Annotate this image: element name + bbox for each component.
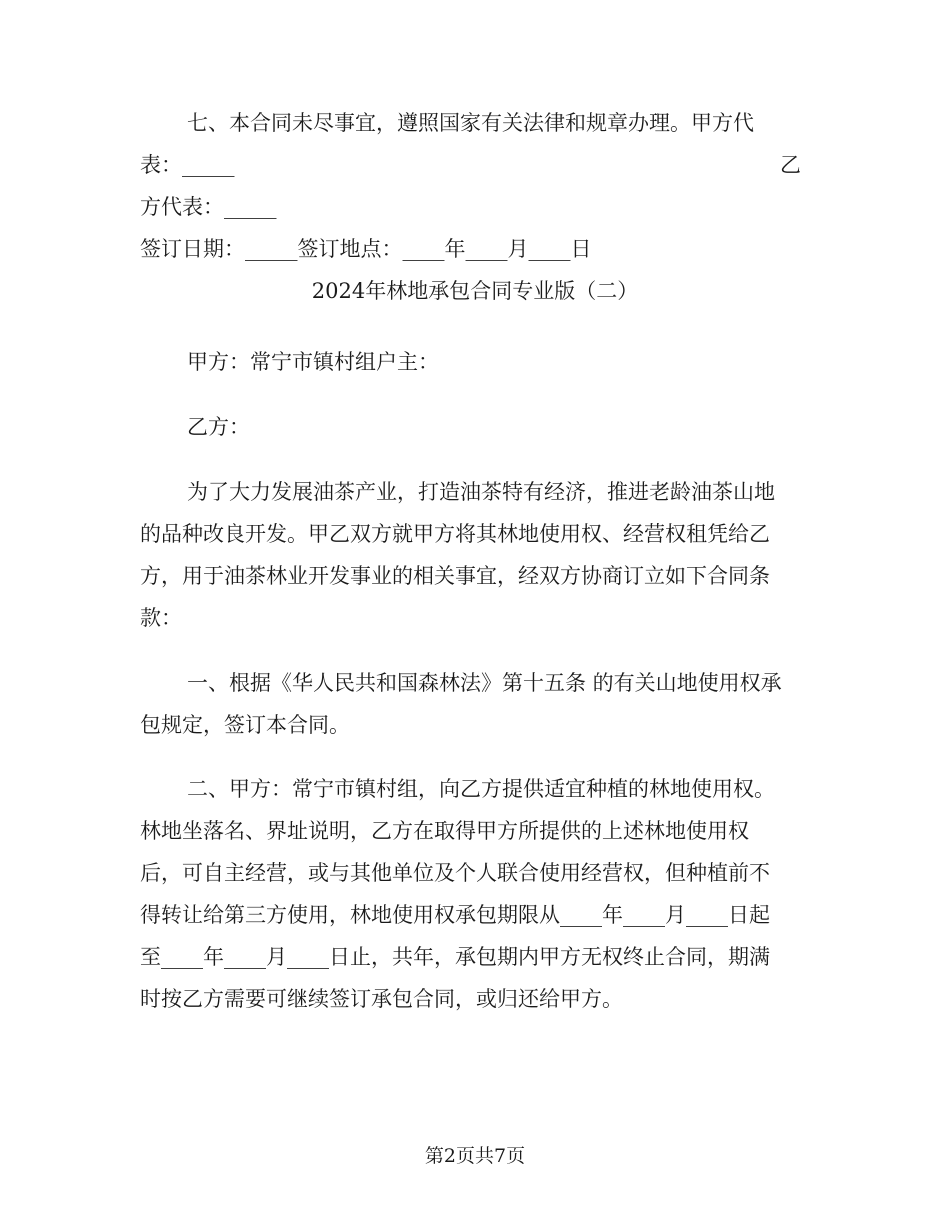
preamble-line: 方，用于油茶林业开发事业的相关事宜，经双方协商订立如下合同条: [140, 564, 770, 588]
party-b-line: 乙方：: [187, 415, 250, 439]
clause-two-line: 二、甲方：常宁市镇村组，向乙方提供适宜种植的林地使用权。: [187, 777, 775, 801]
clause-two-line: 林地坐落名、界址说明，乙方在取得甲方所提供的上述林地使用权: [140, 819, 749, 843]
preamble-line: 为了大力发展油茶产业，打造油茶特有经济，推进老龄油茶山地: [187, 480, 775, 504]
clause-seven-line-3: 方代表：_____: [140, 195, 277, 219]
clause-seven-line-2: 表：_____: [140, 153, 235, 177]
clause-one-line: 包规定，签订本合同。: [140, 713, 350, 737]
clause-two-line: 至____年____月____日止，共年，承包期内甲方无权终止合同，期满: [140, 945, 770, 969]
page-number-footer: 第2页共7页: [424, 1145, 526, 1167]
clause-seven-line-2-right: 乙: [780, 153, 801, 177]
preamble-line: 的品种改良开发。甲乙双方就甲方将其林地使用权、经营权租凭给乙: [140, 522, 770, 546]
clause-two-line: 得转让给第三方使用，林地使用权承包期限从____年____月____日起: [140, 903, 770, 927]
clause-two-line: 后，可自主经营，或与其他单位及个人联合使用经营权，但种植前不: [140, 861, 770, 885]
clause-seven-line-1: 七、本合同未尽事宜，遵照国家有关法律和规章办理。甲方代: [187, 111, 754, 135]
clause-two-line: 时按乙方需要可继续签订承包合同，或归还给甲方。: [140, 987, 623, 1011]
preamble-line: 款：: [140, 606, 182, 630]
party-a-line: 甲方：常宁市镇村组户主：: [187, 350, 439, 374]
document-title: 2024年林地承包合同专业版（二）: [311, 279, 639, 303]
clause-one-line: 一、根据《华人民共和国森林法》第十五条 的有关山地使用权承: [187, 671, 782, 695]
signing-info-line: 签订日期：_____签订地点：____年____月____日: [140, 237, 592, 261]
